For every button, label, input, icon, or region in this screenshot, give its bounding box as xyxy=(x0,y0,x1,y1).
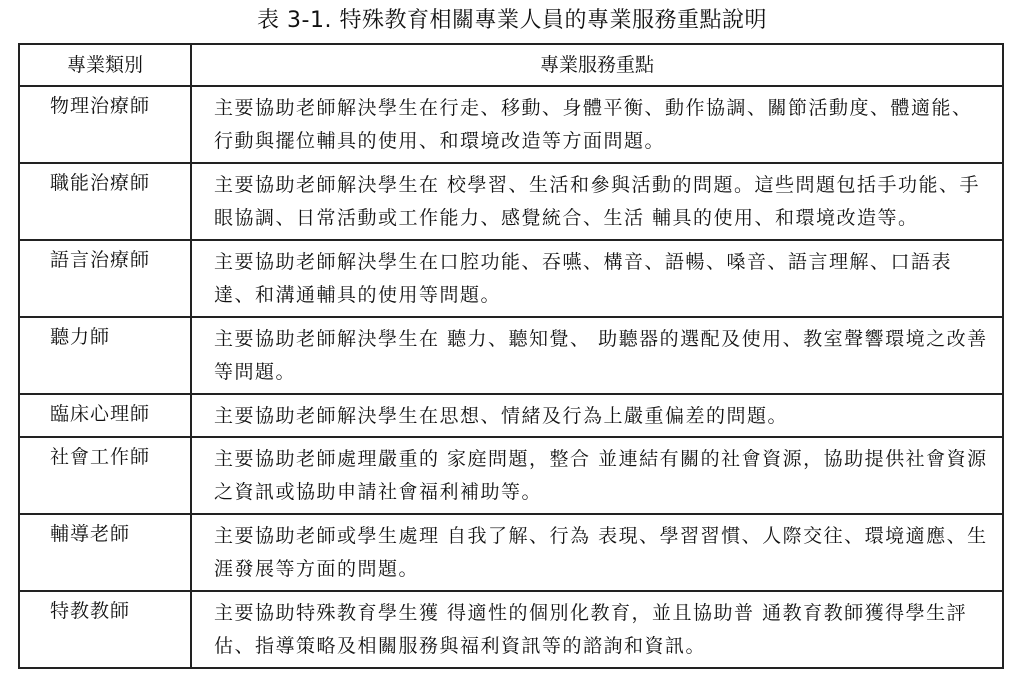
row-description: 主要協助老師解決學生在 校學習、生活和參與活動的問題。這些問題包括手功能、手眼協調、日常活動或工作能力、感覺統合、生活 輔具的使用、和環境改造等。 xyxy=(191,163,1003,240)
header-service-focus: 專業服務重點 xyxy=(191,44,1003,86)
table-row xyxy=(19,394,1003,437)
row-description: 主要協助老師解決學生在行走、移動、身體平衡、動作協調、關節活動度、體適能、行動與擺位輔具的使用、和環境改造等方面問題。 xyxy=(191,86,1003,163)
row-description: 主要協助老師處理嚴重的 家庭問題，整合 並連結有關的社會資源，協助提供社會資源之資訊或協助申請社會福利補助等。 xyxy=(191,437,1003,514)
row-category: 語言治療師 xyxy=(19,240,191,317)
row-category: 物理治療師 xyxy=(19,86,191,163)
row-category: 社會工作師 xyxy=(19,437,191,514)
table-row xyxy=(19,591,1003,668)
table-row xyxy=(19,86,1003,163)
row-description: 主要協助老師或學生處理 自我了解、行為 表現、學習習慣、人際交往、環境適應、生涯發展等方面的問題。 xyxy=(191,514,1003,591)
professional-services-table xyxy=(18,43,1004,669)
table-row xyxy=(19,163,1003,240)
row-category: 臨床心理師 xyxy=(19,394,191,437)
table-caption: 表 3-1. 特殊教育相關專業人員的專業服務重點說明 xyxy=(257,8,767,33)
row-description: 主要協助特殊教育學生獲 得適性的個別化教育，並且協助普 通教育教師獲得學生評估、指導策略及相關服務與福利資訊等的諮詢和資訊。 xyxy=(191,591,1003,668)
table-row xyxy=(19,317,1003,394)
row-description: 主要協助老師解決學生在口腔功能、吞嚥、構音、語暢、嗓音、語言理解、口語表達、和溝通輔具的使用等問題。 xyxy=(191,240,1003,317)
table-row xyxy=(19,437,1003,514)
row-description: 主要協助老師解決學生在 聽力、聽知覺、 助聽器的選配及使用、教室聲響環境之改善等問題。 xyxy=(191,317,1003,394)
header-category: 專業類別 xyxy=(19,44,191,86)
row-category: 職能治療師 xyxy=(19,163,191,240)
row-category: 輔導老師 xyxy=(19,514,191,591)
row-category: 聽力師 xyxy=(19,317,191,394)
table-row xyxy=(19,240,1003,317)
table-header-row xyxy=(19,44,1003,86)
row-category: 特教教師 xyxy=(19,591,191,668)
table-row xyxy=(19,514,1003,591)
row-description: 主要協助老師解決學生在思想、情緒及行為上嚴重偏差的問題。 xyxy=(191,394,1003,437)
